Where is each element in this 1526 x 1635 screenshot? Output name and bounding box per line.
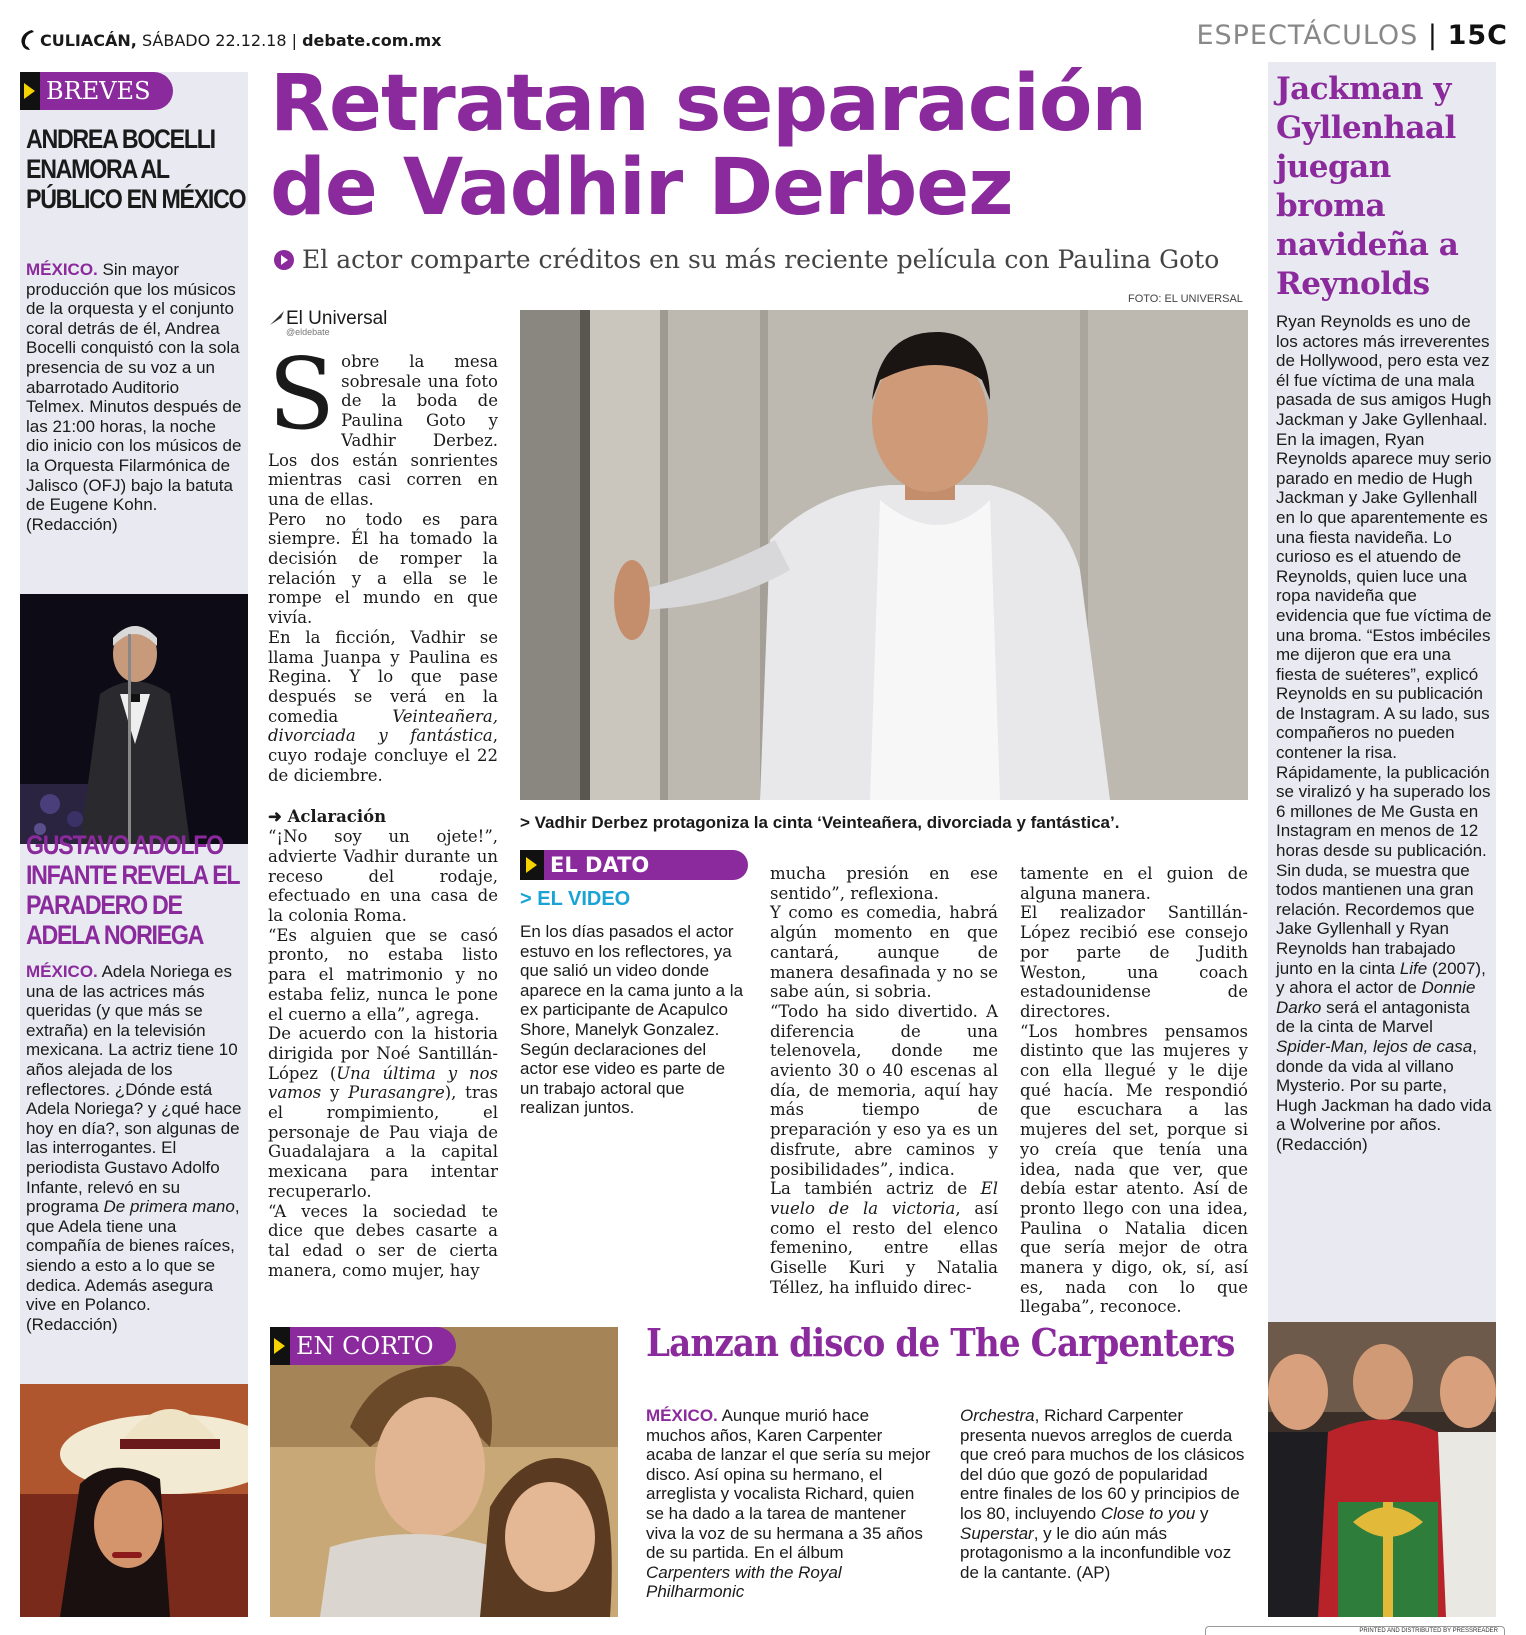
brief-text: Sin mayor producción que los músicos de la orquesta y el conjunto coral detrás de él, Andrea Bocelli conquistó con la sola presencia de su voz a un abarrotado Auditorio Telmex. Minutos después de las 21:00 horas, la noche dio inicio con los músicos de la Orquesta Filarmónica de Jalisco (OFJ) bajo la batuta de Eugene Kohn. (Redacción)	[26, 260, 242, 534]
el-dato-body: En los días pasados el actor estuvo en los reflectores, ya que salió un video donde aparece en la cama junto a la ex participante de Acapulco Shore, Manelyk Gonzalez. Según declaraciones del actor ese video es parte de un trabajo actoral que realizan juntos.	[520, 922, 744, 1118]
dateline: MÉXICO.	[26, 962, 98, 981]
paragraph: De acuerdo con la historia dirigida por Noé Santillán-López (Una última y nos vamos y Purasangre), tras el rompimiento, el personaje de Pau viaja de Guadalajara a la capital mexicana para intentar recuperarlo.	[268, 1024, 499, 1201]
bocelli-photo	[20, 594, 248, 844]
arrow-icon	[20, 72, 40, 110]
deck	[274, 245, 1220, 274]
subhead: ➜ Aclaración	[268, 807, 387, 827]
headline-line-2: de Vadhir Derbez	[270, 143, 1013, 233]
main-headline	[270, 59, 1190, 233]
arrow-circle-icon	[274, 250, 294, 270]
brief-italic: De primera mano	[103, 1197, 235, 1217]
masthead-site[interactable]: debate.com.mx	[302, 31, 442, 50]
photo-credit: FOTO: EL UNIVERSAL	[1128, 293, 1243, 305]
el-dato-bar	[520, 850, 748, 880]
paragraph: “Es alguien que se casó pronto, no estaba listo para el matrimonio y no estaba feliz, nunca le pone el cuerno a ella”, agrega.	[268, 925, 498, 1024]
reynolds-photo	[1268, 1322, 1496, 1617]
brief-headline-noriega: GUSTAVO ADOLFO INFANTE REVELA EL PARADERO DE ADELA NORIEGA	[26, 830, 239, 950]
paragraph: “¡No soy un ojete!”, advierte Vadhir durante un receso del rodaje, efectuado en una casa de la colonia Roma.	[268, 827, 498, 925]
el-dato-subtitle: > EL VIDEO	[520, 888, 631, 910]
deck-text: El actor comparte créditos en su más reciente película con Paulina Goto	[302, 245, 1220, 274]
article-column-1	[268, 338, 499, 1280]
paragraph: “Los hombres pensamos distinto que las mujeres y con ella llegué y le dije qué hacía. Me respondió que escuchara a las mujeres del set, porque si yo creía que tenía una idea, nada que ver, que debía estar atento. Así de pronto llego con una idea, Paulina o Natalia dicen que sería mejor de otra manera y digo, ok, sí, así es, nada con lo que llegaba”, reconoce.	[1020, 1021, 1248, 1317]
pressreader-footer: PRINTED AND DISTRIBUTED BY PRESSREADER	[1205, 1626, 1505, 1635]
paragraph: En la ficción, Vadhir se llama Juanpa y Paulina es Regina. Y lo que pase después se verá en la comedia Veinteañera, divorciada y fantástica, cuyo rodaje concluye el 22 de diciembre.	[268, 627, 498, 785]
paragraph: “Todo ha sido divertido. A diferencia de una telenovela, donde me aviento 30 o 40 escenas al día, de memoria, aquí hay más tiempo de preparación y eso ya es un disfrute, abre caminos y posibilidades”, indica.	[770, 1001, 998, 1179]
section-name: ESPECTÁCULOS	[1196, 20, 1419, 51]
masthead-city: CULIACÁN,	[40, 31, 137, 50]
brief-text: Adela Noriega es una de las actrices más queridas (y que más se extraña) en la televisión mexicana. La actriz tiene 10 años alejada de los reflectores. ¿Dónde está Adela Noriega? y ¿qué hace hoy en día?, son algunas de las interrogantes. El periodista Gustavo Adolfo Infante, relevó en su programa	[26, 962, 242, 1217]
section-label: ESPECTÁCULOS | 15C	[1196, 20, 1508, 51]
paragraph: La también actriz de El vuelo de la victoria, así como el resto del elenco femenino, entre ellas Giselle Kuri y Natalia Téllez, ha influido direc-	[770, 1179, 998, 1297]
carpenters-headline: Lanzan disco de The Carpenters	[646, 1320, 1235, 1365]
brief-headline-bocelli: ANDREA BOCELLI ENAMORA AL PÚBLICO EN MÉXICO	[26, 124, 246, 214]
breves-tag	[20, 72, 173, 110]
vadhir-photo	[520, 310, 1248, 800]
byline-name: El Universal	[286, 308, 388, 329]
el-dato-label: EL DATO	[550, 853, 650, 877]
masthead	[18, 22, 1508, 62]
right-headline: Jackman y Gyllenhaal juegan broma navideña a Reynolds	[1276, 71, 1459, 302]
photo-caption: > Vadhir Derbez protagoniza la cinta ‘Veinteañera, divorciada y fantástica’.	[520, 813, 1120, 832]
page-number: 15C	[1447, 20, 1508, 51]
arrow-icon	[270, 1327, 290, 1365]
paragraph: Y como es comedia, habrá algún momento en que cantará, aunque de manera desafinada y no se sabe aún, si sobria.	[770, 903, 998, 1002]
brief-text: , que Adela tiene una compañía de bienes raíces, siendo a esto a lo que se dedica. Además asegura vive en Polanco. (Redacción)	[26, 1197, 240, 1334]
paragraph: El realizador Santillán-López recibió ese consejo por parte de Judith Weston, una coach estadounidense de directores.	[1020, 903, 1248, 1021]
breves-column	[20, 72, 248, 1617]
article-column-4	[1020, 864, 1248, 1317]
brief-body-noriega	[26, 962, 242, 1334]
right-body: Ryan Reynolds es uno de los actores más irreverentes de Hollywood, pero esta vez él fue víctima de una mala pasada de sus amigos Hugh Jackman y Jake Gyllenhaal. En la imagen, Ryan Reynolds aparece muy serio parado en medio de Hugh Jackman y Jake Gyllenhall en lo que aparentemente es una fiesta navideña. Lo curioso es el atuendo de Reynolds, quien luce una ropa navideña que evidencia que fue víctima de una broma. “Estos imbéciles me dijeron que era una fiesta de suéteres”, explicó Reynolds en su publicación de Instagram. A su lado, sus compañeros no pueden contener la risa. Rápidamente, la publicación se viralizó y ha superado los 6 millones de Me Gusta en Instagram en menos de 12 horas desde su publicación. Sin duda, se muestra que todos mantienen una gran relación. Recordemos que Jake Gyllenhall y Ryan Reynolds han trabajado junto en la cinta Life (2007), y ahora el actor de Donnie Darko será el antagonista de la cinta de Marvel Spider-Man, lejos de casa, donde da vida al villano Mysterio. Por su parte, Hugh Jackman ha dado vida a Wolverine por años. (Redacción)	[1276, 312, 1492, 1154]
paragraph: Pero no todo es para siempre. Él ha tomado la decisión de romper la relación y a ella se le rompe el mundo en que vivía.	[268, 509, 498, 628]
breves-label: BREVES	[46, 77, 151, 105]
debate-logo-icon	[18, 28, 36, 52]
headline-line-1: Retratan separación	[270, 59, 1146, 149]
dateline: MÉXICO.	[26, 260, 98, 279]
en-corto-tag	[270, 1327, 456, 1365]
paragraph: tamente en el guion de alguna manera.	[1020, 864, 1248, 903]
carpenters-photo	[270, 1327, 618, 1617]
byline	[268, 308, 498, 337]
noriega-photo	[20, 1384, 248, 1617]
carpenters-col-2: Orchestra, Richard Carpenter presenta nuevos arreglos de cuerda que creó para muchos de los clásicos del dúo que gozó de popularidad entre finales de los 60 y principios de los 80, incluyendo Close to you y Superstar, y le dio aún más protagonismo a la inconfundible voz de la cantante. (AP)	[960, 1406, 1245, 1582]
en-corto-label: EN CORTO	[296, 1332, 434, 1360]
dateline: MÉXICO.	[646, 1406, 718, 1425]
byline-handle: @eldebate	[286, 327, 330, 337]
brief-body-bocelli	[26, 260, 242, 534]
masthead-left: CULIACÁN, SÁBADO 22.12.18 | debate.com.mx	[18, 28, 441, 52]
drop-cap: S	[268, 338, 336, 452]
carpenters-col-1: MÉXICO. Aunque murió hace muchos años, Karen Carpenter acaba de lanzar el que sería su mejor disco. Así opina su hermano, el arreglista y vocalista Richard, quien se ha dado a la tarea de mantener viva la voz de su hermana a 35 años de su partida. En el álbum Carpenters with the Royal Philharmonic	[646, 1406, 931, 1602]
article-column-3	[770, 864, 998, 1297]
arrow-icon	[520, 850, 544, 880]
paragraph: mucha presión en ese sentido”, reflexiona.	[770, 864, 998, 903]
paragraph: obre la mesa sobresale una foto de la boda de Paulina Goto y Vadhir Derbez. Los dos están sonrientes mientras casi corren en una de ellas.	[268, 352, 498, 509]
right-column	[1268, 62, 1496, 1617]
paragraph: “A veces la sociedad te dice que debes casarte a tal edad o ser de cierta manera, como mujer, hay	[268, 1201, 498, 1280]
quill-icon	[268, 309, 286, 327]
masthead-date: SÁBADO 22.12.18	[141, 31, 287, 50]
